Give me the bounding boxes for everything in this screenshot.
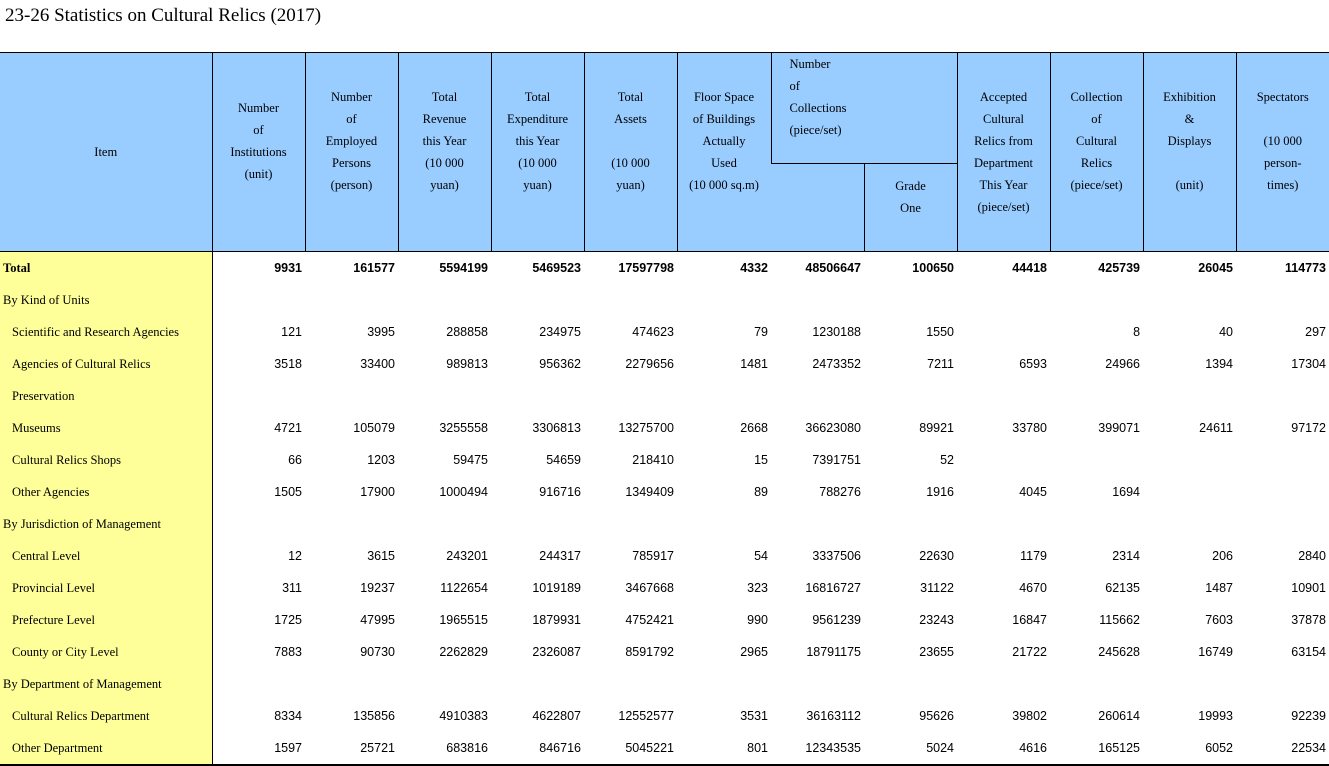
table-cell: 5469523 [532,261,581,275]
header-total-assets [584,53,677,252]
table-cell: 4721 [274,421,302,435]
table-cell: 52 [940,453,955,467]
row-label: By Kind of Units [0,284,212,316]
row-label: Prefecture Level [0,604,212,636]
row-label: Cultural Relics Department [0,700,212,732]
header-line: Persons [332,156,371,170]
table-cell: 788276 [819,485,861,499]
table-cell: 18791175 [806,645,861,659]
row-label: Total [0,252,212,285]
header-line: Revenue [422,112,467,126]
table-cell: 4622807 [532,709,581,723]
table-cell [1236,284,1329,316]
table-cell: 24966 [1105,357,1141,371]
header-line: (piece/set) [977,200,1030,214]
table-cell: 1487 [1205,581,1234,595]
header-line: (10 000 [1263,134,1303,148]
table-cell: 801 [677,732,771,765]
table-cell [584,508,677,540]
table-cell [305,380,398,412]
table-cell [1050,668,1143,700]
header-line: yuan) [430,178,459,192]
table-cell [864,668,957,700]
header-line: Total [524,90,551,104]
header-collection-of-relics [1050,53,1143,252]
table-cell [677,668,771,700]
table-cell [1143,444,1236,476]
table-cell: 39802 [1012,709,1048,723]
table-cell [677,284,771,316]
table-body [0,252,1329,766]
table-cell: 1230188 [812,325,861,339]
row-label: Other Agencies [0,476,212,508]
table-cell: 1597 [212,732,305,765]
table-cell: 7391751 [812,453,861,467]
table-cell: 6593 [1019,357,1048,371]
table-cell: 1019189 [532,581,581,595]
table-cell [864,508,957,540]
table-cell: 474623 [632,325,674,339]
row-label: Scientific and Research Agencies [0,316,212,348]
table-cell: 990 [747,613,768,627]
table-cell: 9931 [274,261,302,275]
table-cell: 63154 [1291,645,1327,659]
header-institutions [212,53,305,252]
table-cell: 4752421 [625,613,674,627]
table-cell [1143,668,1236,700]
table-cell [1236,380,1329,412]
header-line: (piece/set) [789,123,842,137]
header-grade-one [864,164,957,252]
table-row [0,380,1329,412]
table-cell: 243201 [446,549,488,563]
table-cell: 7603 [1205,613,1234,627]
table-cell [957,444,1050,476]
table-cell: 2965 [740,645,768,659]
cultural-relics-table [0,52,1329,766]
table-cell: 234975 [539,325,581,339]
header-employed-persons [305,53,398,252]
table-cell: 297 [1305,325,1327,339]
table-cell: 2840 [1298,549,1327,563]
header-line: (unit) [244,167,273,181]
table-cell [305,508,398,540]
table-cell: 1965515 [439,613,488,627]
header-line: (10 000 [518,156,557,170]
table-cell: 3518 [274,357,302,371]
table-cell: 425739 [1098,261,1141,275]
table-cell: 2262829 [439,645,488,659]
header-line: of [789,79,800,93]
header-line: Employed [325,134,378,148]
table-cell [491,284,584,316]
header-line: Relics [1080,156,1113,170]
table-cell: 89 [754,485,768,499]
table-cell [212,508,305,540]
table-cell [1236,476,1329,508]
table-cell: 260614 [1098,709,1141,723]
header-line: of [346,112,357,126]
table-cell [771,668,864,700]
header-line [587,130,675,152]
table-cell: 40 [1219,325,1234,339]
header-line: Number [331,90,372,104]
table-cell: 4616 [957,732,1050,765]
table-cell: 17597798 [618,261,674,275]
table-cell: 4045 [1019,485,1048,499]
header-line: Collection [1070,90,1123,104]
table-cell: 15 [754,453,768,467]
header-line: (10 000 sq.m) [689,178,759,192]
header-line: Total [617,90,644,104]
table-cell: 2279656 [625,357,674,371]
table-cell [1050,508,1143,540]
table-cell: 8591792 [625,645,674,659]
table-cell: 16749 [1198,645,1234,659]
table-row [0,348,1329,380]
table-cell: 90730 [360,645,395,659]
table-cell: 1505 [274,485,302,499]
table-cell [677,380,771,412]
table-cell [305,284,398,316]
table-cell: 47995 [360,613,395,627]
table-cell: 2668 [740,421,768,435]
table-cell: 916716 [539,485,581,499]
table-cell: 1725 [274,613,302,627]
table-cell [491,380,584,412]
header-line: Total [431,90,458,104]
table-cell: 36623080 [805,421,861,435]
table-cell [1050,380,1143,412]
header-line: Cultural [983,112,1024,126]
table-cell: 95626 [919,709,955,723]
table-cell: 7883 [274,645,302,659]
table-cell: 16847 [1012,613,1048,627]
table-cell: 1122654 [440,581,488,595]
header-line: This Year [979,178,1028,192]
header-line: Cultural [1076,134,1117,148]
table-cell: 1179 [1020,549,1048,563]
table-cell: 21722 [1012,645,1048,659]
table-cell: 48506647 [805,261,861,275]
table-row [0,732,1329,765]
table-cell: 161577 [353,261,395,275]
table-cell [1236,444,1329,476]
table-cell: 23243 [919,613,955,627]
table-cell: 105079 [353,421,395,435]
row-label: Cultural Relics Shops [0,444,212,476]
header-spectators [1236,53,1329,252]
header-line: Department [974,156,1034,170]
table-row [0,316,1329,348]
table-cell [398,380,491,412]
header-line: person- [1264,156,1302,170]
table-row [0,412,1329,444]
table-cell [491,668,584,700]
table-cell: 218410 [632,453,674,467]
table-cell: 33780 [1012,421,1048,435]
table-cell: 3615 [367,549,395,563]
page-title: 23-26 Statistics on Cultural Relics (2017) [5,5,322,26]
header-line: Institutions [230,145,287,159]
row-label: Preservation [0,380,212,412]
header-line: (10 000 [425,156,464,170]
table-cell [1143,380,1236,412]
table-cell [1143,476,1236,508]
table-cell: 846716 [491,732,584,765]
table-cell: 25721 [305,732,398,765]
table-cell: 3306813 [532,421,581,435]
table-cell: 19993 [1198,709,1234,723]
table-cell [491,508,584,540]
table-cell: 206 [1212,549,1234,563]
row-label: Other Department [0,732,212,765]
table-cell: 22630 [919,549,955,563]
table-cell [677,508,771,540]
table-cell: 683816 [398,732,491,765]
header-line: of Buildings [692,112,756,126]
row-label: Provincial Level [0,572,212,604]
table-cell: 26045 [1198,261,1234,275]
table-cell: 4332 [740,261,768,275]
table-cell: 12 [288,549,302,563]
table-cell: 100650 [912,261,955,275]
table-cell: 1000494 [439,485,488,499]
table-header [0,53,1329,252]
table-cell: 399071 [1098,421,1141,435]
table-cell [864,380,957,412]
header-line: Accepted [979,90,1028,104]
table-cell: 24611 [1199,421,1234,435]
table-cell: 17900 [360,485,395,499]
table-cell: 1481 [740,357,768,371]
table-cell [1050,284,1143,316]
table-cell: 1879931 [532,613,581,627]
table-cell [584,284,677,316]
table-cell [584,668,677,700]
header-line: (person) [330,178,373,192]
table-cell: 54659 [546,453,581,467]
table-cell [1143,508,1236,540]
table-cell: 114773 [1284,261,1327,275]
table-cell [398,284,491,316]
table-cell [957,284,1050,316]
row-label: Museums [0,412,212,444]
table-cell: 1694 [1112,485,1141,499]
table-cell: 2473352 [812,357,861,371]
header-line: this Year [422,134,467,148]
table-cell: 135856 [353,709,395,723]
table-cell [1143,284,1236,316]
table-cell [864,284,957,316]
table-row [0,540,1329,572]
table-cell [771,284,864,316]
table-cell: 59475 [453,453,488,467]
table-row [0,604,1329,636]
table-cell: 9561239 [812,613,861,627]
table-cell: 97172 [1291,421,1327,435]
table-row [0,444,1329,476]
header-line: Collections [789,101,847,115]
header-line: Relics from [974,134,1033,148]
table-cell: 89921 [919,421,955,435]
table-cell: 12552577 [618,709,674,723]
table-cell: 245628 [1098,645,1141,659]
table-row [0,476,1329,508]
header-line: Displays [1167,134,1212,148]
table-cell: 8334 [274,709,302,723]
table-cell [771,380,864,412]
table-cell: 1203 [367,453,395,467]
table-cell: 115662 [1099,613,1141,627]
header-exhibition-displays [1143,53,1236,252]
table-cell: 5594199 [439,261,488,275]
table-cell: 956362 [539,357,581,371]
table-cell [957,668,1050,700]
table-cell: 36163112 [806,709,861,723]
table-cell [212,380,305,412]
table-cell: 121 [281,325,302,339]
table-cell: 311 [282,581,302,595]
table-cell [1236,508,1329,540]
table-cell: 3995 [367,325,395,339]
header-line: times) [1267,178,1299,192]
row-label: Agencies of Cultural Relics [0,348,212,380]
table-cell: 22534 [1236,732,1329,765]
table-cell [957,380,1050,412]
header-line: (10 000 [611,156,650,170]
table-cell: 31122 [920,581,955,595]
header-line: Floor Space [693,90,755,104]
header-line: Spectators [1256,90,1309,104]
header-line: & [1184,112,1195,126]
table-cell: 5024 [864,732,957,765]
table-cell: 3531 [740,709,768,723]
header-total-expenditure [491,53,584,252]
table-cell [212,668,305,700]
table-cell: 288858 [446,325,488,339]
header-line: of [253,123,264,137]
table-cell: 10901 [1291,581,1327,595]
header-line: this Year [515,134,560,148]
table-cell: 1916 [926,485,955,499]
table-row [0,252,1329,285]
table-cell: 3337506 [812,549,861,563]
table-cell: 785917 [632,549,674,563]
table-cell: 13275700 [618,421,674,435]
table-cell: 323 [747,581,768,595]
header-total-revenue [398,53,491,252]
row-label: County or City Level [0,636,212,668]
table-cell [212,284,305,316]
table-cell: 989813 [446,357,488,371]
table-cell: 4670 [1019,581,1048,595]
table-cell [1050,444,1143,476]
table-cell [398,668,491,700]
table-cell: 23655 [919,645,955,659]
table-cell: 2314 [1112,549,1141,563]
table-cell: 5045221 [584,732,677,765]
row-label: By Jurisdiction of Management [0,508,212,540]
table-cell: 1550 [926,325,955,339]
table-cell: 79 [754,325,768,339]
header-line [1146,152,1234,174]
table-cell: 92239 [1291,709,1327,723]
row-label: By Department of Management [0,668,212,700]
table-cell: 4910383 [439,709,488,723]
table-cell: 17304 [1291,357,1327,371]
table-cell: 1394 [1205,357,1234,371]
table-cell [1236,668,1329,700]
table-row [0,700,1329,732]
header-line: yuan) [523,178,552,192]
header-line: Actually [702,134,746,148]
table-cell [771,508,864,540]
header-line: Assets [614,112,647,126]
header-accepted-relics [957,53,1050,252]
header-line: (unit) [1175,178,1204,192]
table-row [0,508,1329,540]
table-cell: 6052 [1143,732,1236,765]
table-cell: 12343535 [771,732,864,765]
table-cell: 3467668 [625,581,674,595]
header-line [1239,108,1328,130]
table-cell: 19237 [360,581,395,595]
table-row [0,284,1329,316]
table-cell [305,668,398,700]
table-cell: 37878 [1291,613,1327,627]
header-line: Number [238,101,279,115]
header-line: of [1091,112,1102,126]
table-cell: 3255558 [439,421,488,435]
table-cell: 8 [1133,325,1141,339]
header-number-of-collections [771,53,957,164]
header-line: yuan) [616,178,645,192]
header-item: Item [0,53,212,252]
table-row [0,572,1329,604]
header-floor-space [677,53,771,252]
table-row [0,668,1329,700]
table-cell [398,508,491,540]
header-line: Expenditure [506,112,569,126]
header-line: Grade [895,178,926,193]
table-cell: 62135 [1105,581,1141,595]
table-cell [957,508,1050,540]
table-cell: 33400 [360,357,395,371]
table-cell: 7211 [927,357,955,371]
table-cell: 44418 [1012,261,1048,275]
header-line: One [900,200,921,215]
header-line: Number [789,57,831,71]
header-line: Used [711,156,737,170]
table-cell: 66 [288,453,302,467]
table-cell: 54 [754,549,768,563]
table-row [0,636,1329,668]
row-label: Central Level [0,540,212,572]
header-line: Exhibition [1163,90,1216,104]
table-cell: 16816727 [805,581,861,595]
table-cell: 165125 [1050,732,1143,765]
table-cell: 244317 [539,549,581,563]
table-cell: 2326087 [532,645,581,659]
header-grade-one-spacer [771,164,864,252]
table-cell: 1349409 [625,485,674,499]
table-cell [957,316,1050,348]
table-cell [584,380,677,412]
header-line: (piece/set) [1070,178,1123,192]
